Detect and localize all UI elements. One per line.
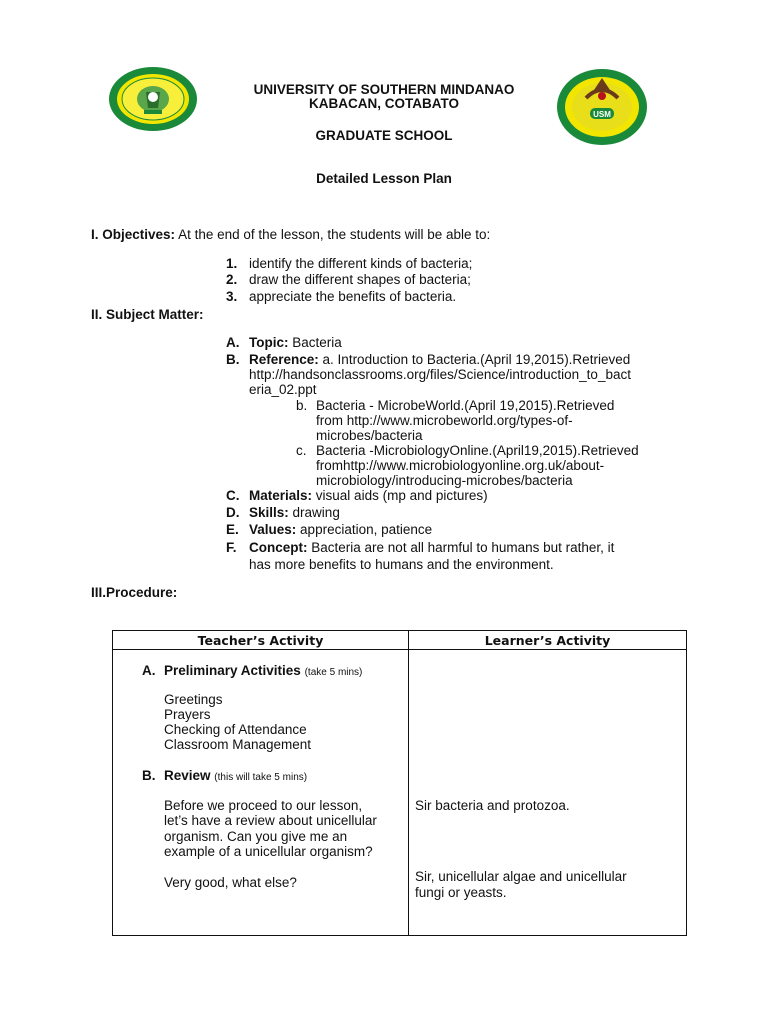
topic-label: Topic: [249, 335, 289, 350]
subject-letter: E. [226, 522, 239, 537]
objective-number: 2. [226, 272, 238, 287]
procedure-heading: III.Procedure: [91, 585, 178, 600]
subject-letter: C. [226, 488, 240, 503]
reference-c-letter: c. [296, 443, 307, 458]
preliminary-item: Greetings [164, 692, 223, 707]
teacher-prompt-line4: example of a unicellular organism? [164, 844, 373, 859]
skills-line [249, 505, 340, 521]
subject-letter: A. [226, 335, 240, 350]
objectives-section [91, 227, 490, 243]
subject-letter: B. [226, 352, 240, 367]
materials-label: Materials: [249, 488, 313, 503]
preliminary-title: Preliminary Activities [164, 663, 301, 678]
teacher-activity-cell [113, 650, 409, 936]
review-title-line [164, 768, 307, 786]
reference-b-line3: microbes/bacteria [316, 428, 423, 443]
concept-line1: Bacteria are not all harmful to humans but rather, it [311, 540, 615, 555]
concept-line2: has more benefits to humans and the environment. [249, 557, 554, 572]
reference-line [249, 352, 630, 368]
svg-text:USM: USM [593, 110, 611, 119]
review-note: (this will take 5 mins) [214, 772, 308, 783]
skills-label: Skills: [249, 505, 289, 520]
teacher-activity-header: Teacher’s Activity [113, 631, 409, 650]
objective-number: 1. [226, 256, 238, 271]
teacher-prompt-line3: organism. Can you give me an [164, 829, 348, 844]
procedure-table [112, 630, 687, 936]
school-name: GRADUATE SCHOOL [315, 128, 453, 143]
preliminary-item: Checking of Attendance [164, 722, 307, 737]
subject-matter-heading: II. Subject Matter: [91, 307, 204, 322]
reference-a-line1: a. Introduction to Bacteria.(April 19,2015).Retrieved [322, 352, 631, 367]
reference-b-line1: Bacteria - MicrobeWorld.(April 19,2015).Retrieved [316, 398, 615, 413]
teacher-prompt-line1: Before we proceed to our lesson, [164, 798, 363, 813]
section-letter: A. [142, 663, 156, 678]
university-name: UNIVERSITY OF SOUTHERN MINDANAO [253, 82, 515, 97]
preliminary-title-line [164, 663, 362, 681]
reference-c-line2: fromhttp://www.microbiologyonline.org.uk/about- [316, 458, 605, 473]
preliminary-item: Prayers [164, 707, 211, 722]
teacher-followup: Very good, what else? [164, 875, 297, 890]
objective-number: 3. [226, 289, 238, 304]
document-title: Detailed Lesson Plan [316, 171, 452, 186]
reference-c-line3: microbiology/introducing-microbes/bacteria [316, 473, 573, 488]
reference-a-line3: eria_02.ppt [249, 382, 317, 397]
reference-a-line2: http://handsonclassrooms.org/files/Science/introduction_to_bact [249, 367, 631, 382]
skills-value: drawing [292, 505, 340, 520]
reference-c-line1: Bacteria -MicrobiologyOnline.(April19,2015).Retrieved [316, 443, 639, 458]
objective-item: identify the different kinds of bacteria; [249, 256, 473, 271]
section-letter: B. [142, 768, 156, 783]
objectives-intro: At the end of the lesson, the students will be able to: [178, 227, 491, 242]
topic-line [249, 335, 342, 351]
learner-response-2-line1: Sir, unicellular algae and unicellular [415, 869, 627, 884]
topic-value: Bacteria [292, 335, 342, 350]
materials-line [249, 488, 488, 504]
values-line [249, 522, 432, 538]
review-title: Review [164, 768, 211, 783]
concept-label: Concept: [249, 540, 308, 555]
university-location: KABACAN, COTABATO [309, 96, 459, 111]
objectives-heading: I. Objectives: [91, 227, 176, 242]
subject-letter: F. [226, 540, 237, 555]
subject-letter: D. [226, 505, 240, 520]
objective-item: draw the different shapes of bacteria; [249, 272, 471, 287]
materials-value: visual aids (mp and pictures) [315, 488, 488, 503]
learner-response-2-line2: fungi or yeasts. [415, 885, 507, 900]
preliminary-note: (take 5 mins) [304, 667, 363, 678]
preliminary-item: Classroom Management [164, 737, 312, 752]
teacher-prompt-line2: let’s have a review about unicellular [164, 813, 377, 828]
objective-item: appreciate the benefits of bacteria. [249, 289, 457, 304]
reference-label: Reference: [249, 352, 319, 367]
learner-activity-header: Learner’s Activity [409, 631, 687, 650]
reference-b-letter: b. [296, 398, 308, 413]
values-value: appreciation, patience [300, 522, 433, 537]
values-label: Values: [249, 522, 297, 537]
reference-b-line2: from http://www.microbeworld.org/types-of- [316, 413, 573, 428]
concept-line [249, 540, 614, 556]
learner-activity-cell [409, 650, 687, 936]
learner-response-1: Sir bacteria and protozoa. [415, 798, 570, 813]
